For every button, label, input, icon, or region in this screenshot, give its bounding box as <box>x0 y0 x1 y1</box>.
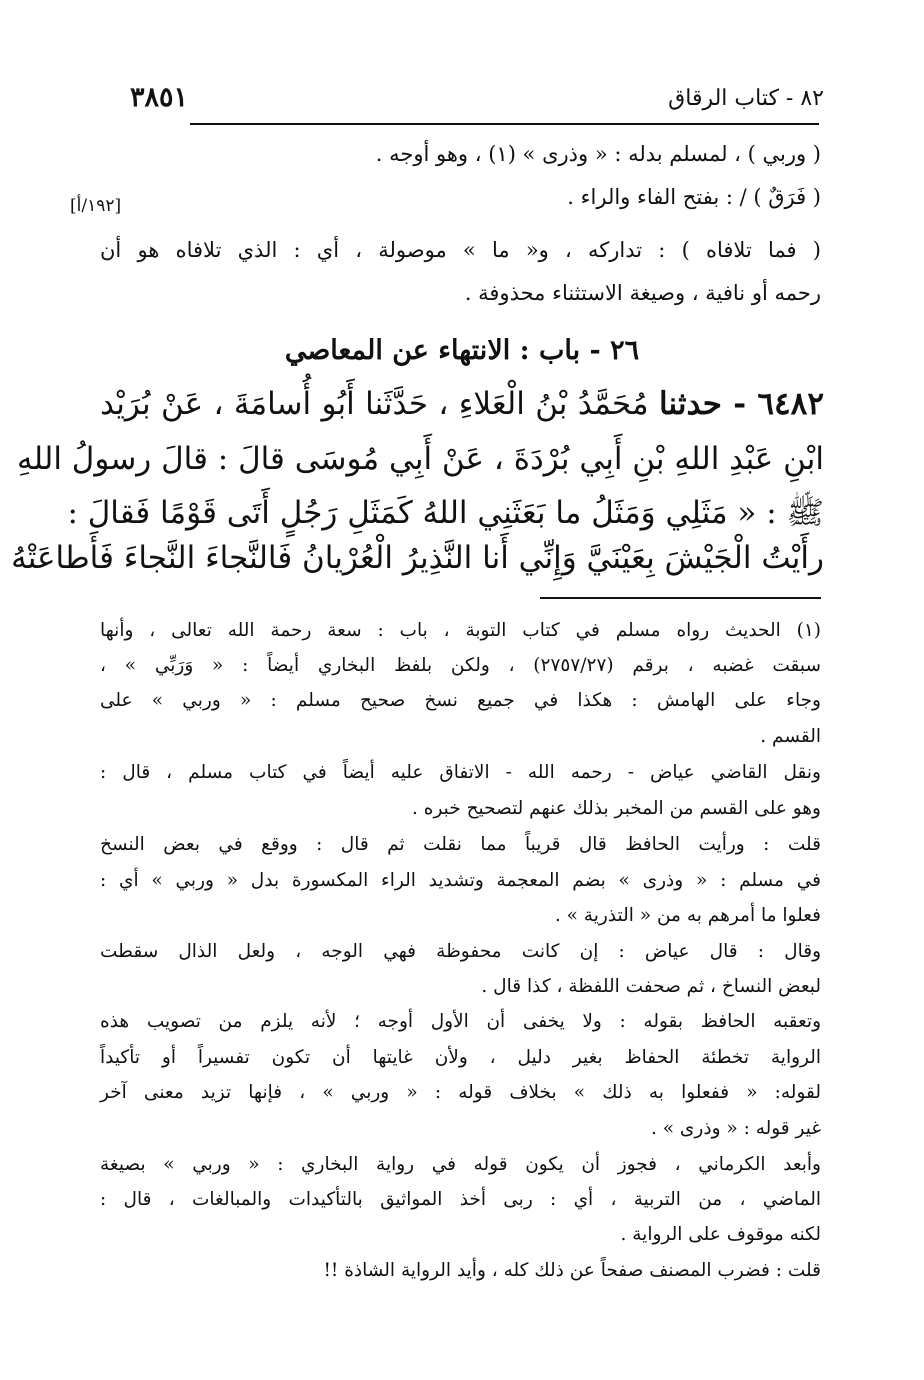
page-number: ٣٨٥١ <box>130 82 189 113</box>
footnote-line: الرواية تخطئة الحفاظ بغير دليل ، ولأن غايتها أن تكون تفسيراً أو تأكيداً <box>100 1047 821 1068</box>
commentary-line: ( وربي ) ، لمسلم بدله : « وذرى » (١) ، وهو أوجه . <box>375 142 821 166</box>
hadith-line: ﷺ : « مَثَلِي وَمَثَلُ ما بَعَثَنِي اللهُ كَمَثَلِ رَجُلٍ أَتَى قَوْمًا فَقالَ : <box>67 495 824 531</box>
footnote-line: لقوله: « ففعلوا به ذلك » بخلاف قوله : « وربي » ، فإنها تزيد معنى آخر <box>100 1082 821 1103</box>
commentary-line: ( فَرَقٌ ) / : بفتح الفاء والراء . <box>567 185 821 209</box>
footnote-line: فعلوا ما أمرهم به من « التذرية » . <box>554 905 821 926</box>
footnote-line: وأبعد الكرماني ، فجوز أن يكون قوله في رواية البخاري : « وربي » بصيغة <box>100 1154 821 1175</box>
commentary-line: رحمه أو نافية ، وصيغة الاستثناء محذوفة . <box>464 281 821 305</box>
hadith-line: رأَيْتُ الْجَيْشَ بِعَيْنَيَّ وَإِنِّي أَنا النَّذِيرُ الْعُرْيانُ فَالنَّجاءَ النَّجاءَ فَأَطاعَتْهُ <box>11 540 824 576</box>
hadith-number: ٦٤٨٢ - حدثنا <box>659 386 824 422</box>
footnote-line: وتعقبه الحافظ بقوله : ولا يخفى أن الأول أوجه ؛ لأنه يلزم من تصويب هذه <box>100 1011 821 1032</box>
footnote-line: وهو على القسم من المخبر بذلك عنهم لتصحيح خبره . <box>412 798 821 819</box>
footnote-line: الماضي ، من التربية ، أي : ربى أخذ المواثيق بالتأكيدات والمبالغات ، قال : <box>100 1189 821 1210</box>
footnote-line: القسم . <box>760 726 821 747</box>
footnote-line: في مسلم : « وذرى » بضم المعجمة وتشديد الراء المكسورة بدل « وربي » أي : <box>100 870 821 891</box>
footnote-line: وجاء على الهامش : هكذا في جميع نسخ صحيح مسلم : « وربي » على <box>100 690 821 711</box>
footnote-line: (١) الحديث رواه مسلم في كتاب التوبة ، باب : سعة رحمة الله تعالى ، وأنها <box>100 620 821 641</box>
footnote-line: لكنه موقوف على الرواية . <box>620 1224 821 1245</box>
footnote-rule <box>540 597 821 599</box>
page-header <box>100 78 824 118</box>
footnote-line: سبقت غضبه ، برقم (٢٧٥٧/٢٧) ، ولكن بلفظ البخاري أيضاً : « وَرَبِّي » ، <box>100 655 821 676</box>
footnote-line: قلت : ورأيت الحافظ قال قريباً مما نقلت ثم قال : ووقع في بعض النسخ <box>100 834 821 855</box>
folio-reference: [١٩٢/أ] <box>70 196 122 216</box>
hadith-line <box>100 386 824 422</box>
footnote-line: ونقل القاضي عياض - رحمه الله - الاتفاق عليه أيضاً في كتاب مسلم ، قال : <box>100 762 821 783</box>
footnote-line: قلت : فضرب المصنف صفحاً عن ذلك كله ، وأيد الرواية الشاذة !! <box>323 1260 821 1281</box>
footnote-line: لبعض النساخ ، ثم صحفت اللفظة ، كذا قال . <box>481 976 821 997</box>
commentary-line: ( فما تلافاه ) : تداركه ، و« ما » موصولة ، أي : الذي تلافاه هو أن <box>100 238 821 262</box>
footnote-line: غير قوله : « وذرى » . <box>650 1118 821 1139</box>
chapter-heading: ٢٦ - باب : الانتهاء عن المعاصي <box>284 335 640 366</box>
hadith-line: ابْنِ عَبْدِ اللهِ بْنِ أَبِي بُرْدَةَ ، عَنْ أَبِي مُوسَى قالَ : قالَ رسولُ اللهِ <box>17 441 824 477</box>
header-rule <box>190 123 819 125</box>
running-head: ٨٢ - كتاب الرقاق <box>668 86 824 111</box>
hadith-text: مُحَمَّدُ بْنُ الْعَلاءِ ، حَدَّثَنا أَبُو أُسامَةَ ، عَنْ بُرَيْد <box>100 386 649 422</box>
footnote-line: وقال : قال عياض : إن كانت محفوظة فهي الوجه ، ولعل الذال سقطت <box>100 941 821 962</box>
